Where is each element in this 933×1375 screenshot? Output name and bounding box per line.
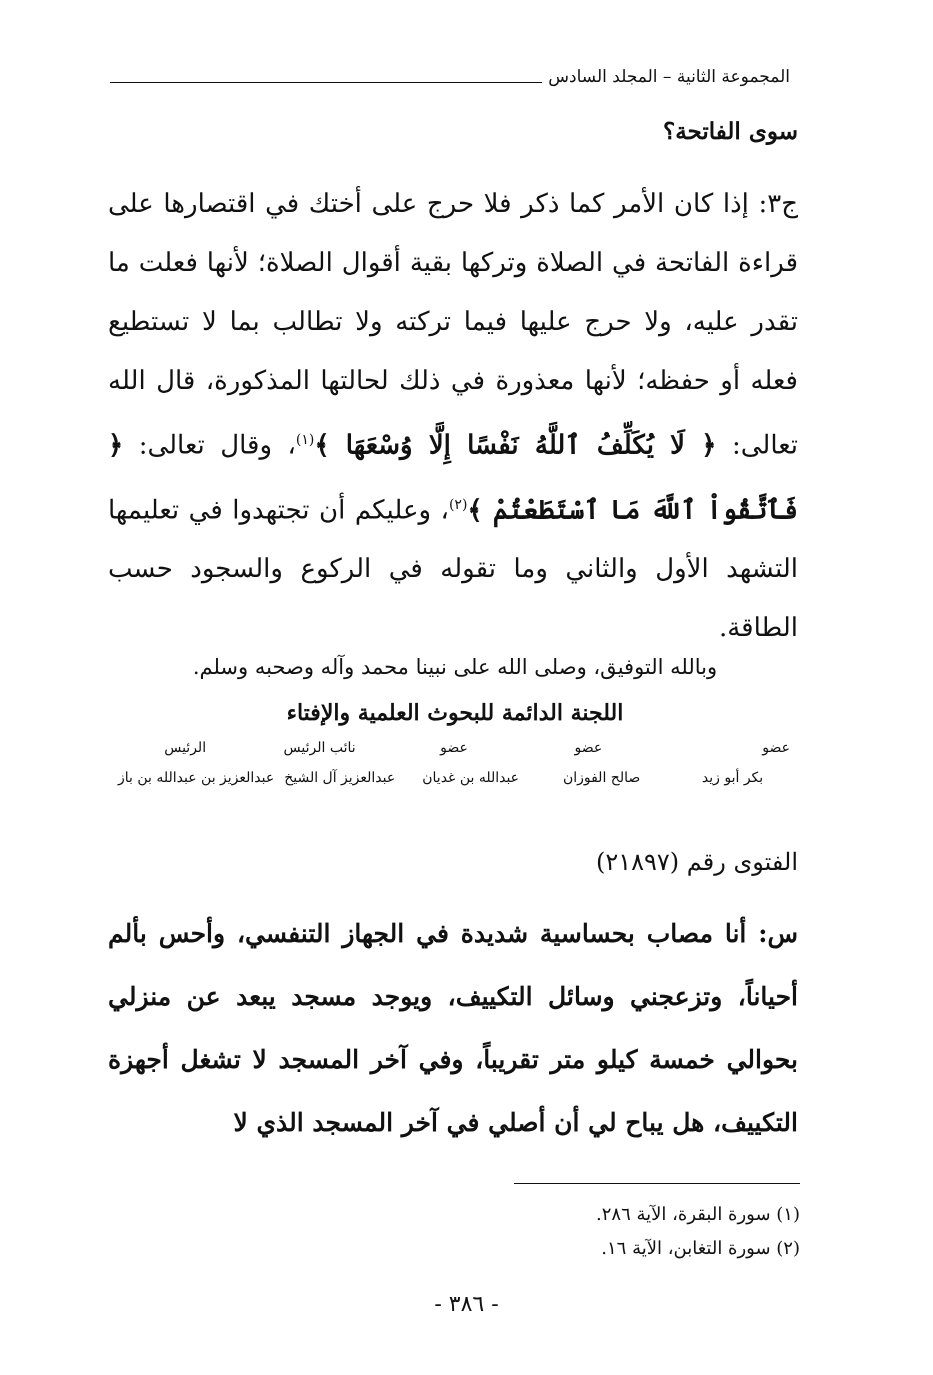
signatory-title: عضو [440,740,468,756]
signatory-title: الرئيس [164,740,207,756]
running-header [110,62,790,92]
answer-lead: ج٣: إذا كان الأمر كما ذكر فلا حرج على أختك في اقتصارها على قراءة الفاتحة في الصلاة وتركها بقية أقوال الصلاة؛ لأنها فعلت ما تقدر عليه، ولا حرج عليها فيما تركته ولا تطالب بما لا تستطيع فعله أو حفظه؛ لأنها معذورة في ذلك لحالتها المذكورة، قال الله تعالى: [108,189,799,461]
signatory-name: بكر أبو زيد [701,770,764,786]
signatories-table [118,740,798,786]
signatory-name: عبدالعزيز آل الشيخ [284,770,396,786]
answer-paragraph [108,175,798,658]
quran-verse-1: ﴿ لَا يُكَلِّفُ ٱللَّهُ نَفْسًا إِلَّا وُسْعَهَا ﴾ [314,430,717,461]
closing-formula: وبالله التوفيق، وصلى الله على نبينا محمد وآله وصحبه وسلم. [192,655,718,679]
quran-verse-2: ﴿ فَٱتَّقُواْ ٱللَّهَ مَا ٱسْتَطَعْتُمْ ﴾ [108,430,798,526]
question-paragraph: س: أنا مصاب بحساسية شديدة في الجهاز التنفسي، وأحس بألم أحياناً، وتزعجني وسائل التكييف، ويوجد مسجد يبعد عن منزلي بحوالي خمسة كيلو متر تقريباً، وفي آخر المسجد لا تشغل أجهزة التكييف، هل يباح لي أن أصلي في آخر المسجد الذي لا [108,919,798,1137]
answer-mid: ، وقال تعالى: [138,430,296,461]
footnotes [500,1198,800,1266]
header-rule [110,82,542,83]
footnote-ref-1: (١) [295,432,315,448]
signatory-title: نائب الرئيس [283,740,356,756]
signatory-name: صالح الفوزان [562,770,641,786]
signatory-titles-row [118,740,798,756]
signatory-title: عضو [762,740,790,756]
footnote-ref-2: (٢) [448,496,468,513]
signatory-names-row [118,770,798,786]
previous-question-tail: سوى الفاتحة؟ [663,118,798,145]
footnote-1: (١) سورة البقرة، الآية ٢٨٦. [596,1204,800,1225]
footnote-rule [514,1183,800,1184]
signatory-name: عبدالله بن غديان [422,770,520,786]
fatwa-number: الفتوى رقم (٢١٨٩٧) [595,848,798,876]
signatory-name: عبدالعزيز بن عبدالله بن باز [118,770,275,786]
signatory-title: عضو [574,740,603,756]
answer-tail: ، وعليكم أن تجتهدوا في تعليمها التشهد الأول والثاني وما تقوله في الركوع والسجود حسب الطاقة. [108,495,798,644]
running-title: المجموعة الثانية – المجلد السادس [548,67,790,87]
committee-name: اللجنة الدائمة للبحوث العلمية والإفتاء [286,700,624,726]
footnote-2: (٢) سورة التغابن، الآية ١٦. [601,1238,800,1259]
page-number: - ٣٨٦ - [434,1292,499,1317]
